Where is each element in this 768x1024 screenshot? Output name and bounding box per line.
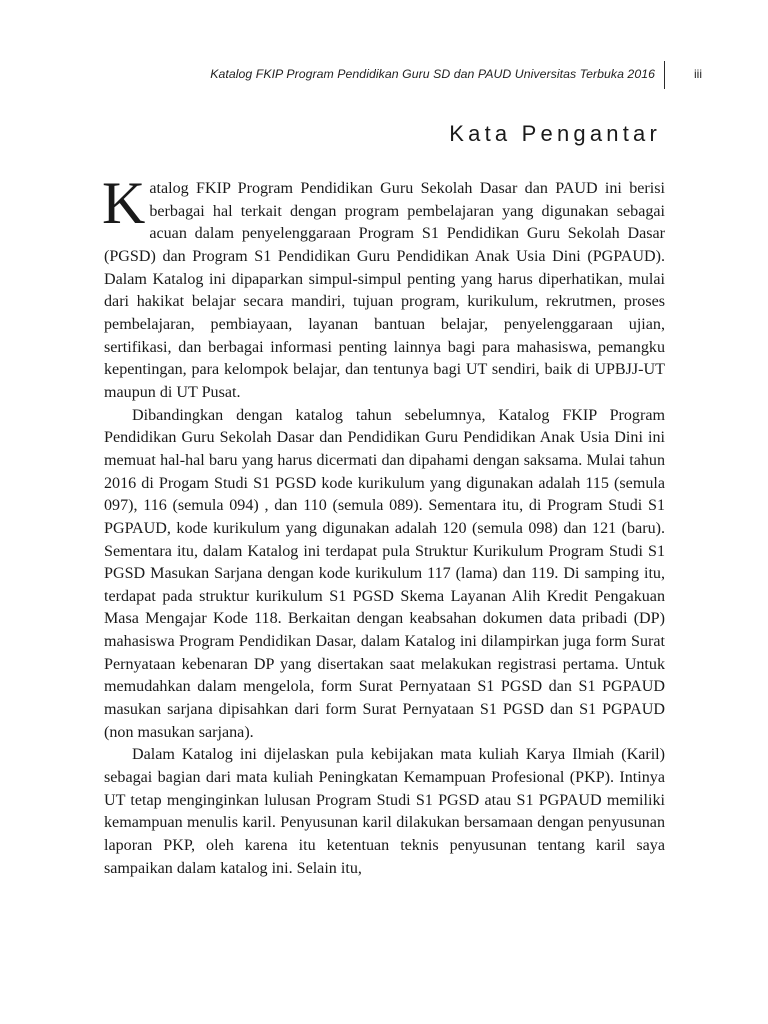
drop-cap: K xyxy=(102,170,146,236)
paragraph-3: Dalam Katalog ini dijelaskan pula kebijakan mata kuliah Karya Ilmiah (Karil) sebagai bagian dari mata kuliah Peningkatan Kemampuan Profesional (PKP). Intinya UT tetap menginginkan lulusan Program Studi S1 PGSD atau S1 PGPAUD memiliki kemampuan menulis karil. Penyusunan karil dilakukan bersamaan dengan penyusunan laporan PKP, oleh karena itu ketentuan teknis penyusunan tentang karil saya sampaikan dalam katalog ini. Selain itu, xyxy=(104,746,665,877)
page-number: iii xyxy=(694,67,702,81)
paragraph-1-text: atalog FKIP Program Pendidikan Guru Sekolah Dasar dan PAUD ini berisi berbagai hal terkait dengan program pembelajaran yang digunakan sebagai acuan dalam penyelenggaraan Program S1 Pendidikan Guru Sekolah Dasar (PGSD) dan Program S1 Pendidikan Guru Pendidikan Anak Usia Dini (PGPAUD). Dalam Katalog ini dipaparkan simpul-simpul penting yang harus diperhatikan, mulai dari hakikat belajar secara mandiri, tujuan program, kurikulum, rekrutmen, proses pembelajaran, pembiayaan, layanan bantuan belajar, penyelenggaraan ujian, sertifikasi, dan berbagai informasi penting lainnya bagi para mahasiswa, pemangku kepentingan, para kelompok belajar, dan tentunya bagi UT sendiri, baik di UPBJJ-UT maupun di UT Pusat. xyxy=(104,180,665,401)
paragraph-2: Dibandingkan dengan katalog tahun sebelumnya, Katalog FKIP Program Pendidikan Guru Sekolah Dasar dan Pendidikan Guru Pendidikan Anak Usia Dini ini memuat hal-hal baru yang harus dicermati dan dipahami dengan saksama. Mulai tahun 2016 di Progam Studi S1 PGSD kode kurikulum yang digunakan adalah 115 (semula 097), 116 (semula 094) , dan 110 (semula 089). Sementara itu, di Program Studi S1 PGPAUD, kode kurikulum yang digunakan adalah 120 (semula 098) dan 121 (baru). Sementara itu, dalam Katalog ini terdapat pula Struktur Kurikulum Program Studi S1 PGSD Masukan Sarjana dengan kode kurikulum 117 (lama) dan 119. Di samping itu, terdapat pada struktur kurikulum S1 PGSD Skema Layanan Alih Kredit Pengakuan Masa Mengajar Kode 118. Berkaitan dengan keabsahan dokumen data pribadi (DP) mahasiswa Program Pendidikan Dasar, dalam Katalog ini dilampirkan juga form Surat Pernyataan kebenaran DP yang disertakan saat melakukan registrasi pertama. Untuk memudahkan dalam mengelola, form Surat Pernyataan S1 PGSD dan S1 PGPAUD masukan sarjana dipisahkan dari form Surat Pernyataan S1 PGSD dan S1 PGPAUD (non masukan sarjana). xyxy=(104,406,665,741)
paragraph-1 xyxy=(102,170,665,405)
header-divider xyxy=(664,61,665,89)
page-title: Kata Pengantar xyxy=(449,121,661,146)
body-text xyxy=(102,170,665,880)
running-header: Katalog FKIP Program Pendidikan Guru SD dan PAUD Universitas Terbuka 2016 xyxy=(210,67,655,81)
